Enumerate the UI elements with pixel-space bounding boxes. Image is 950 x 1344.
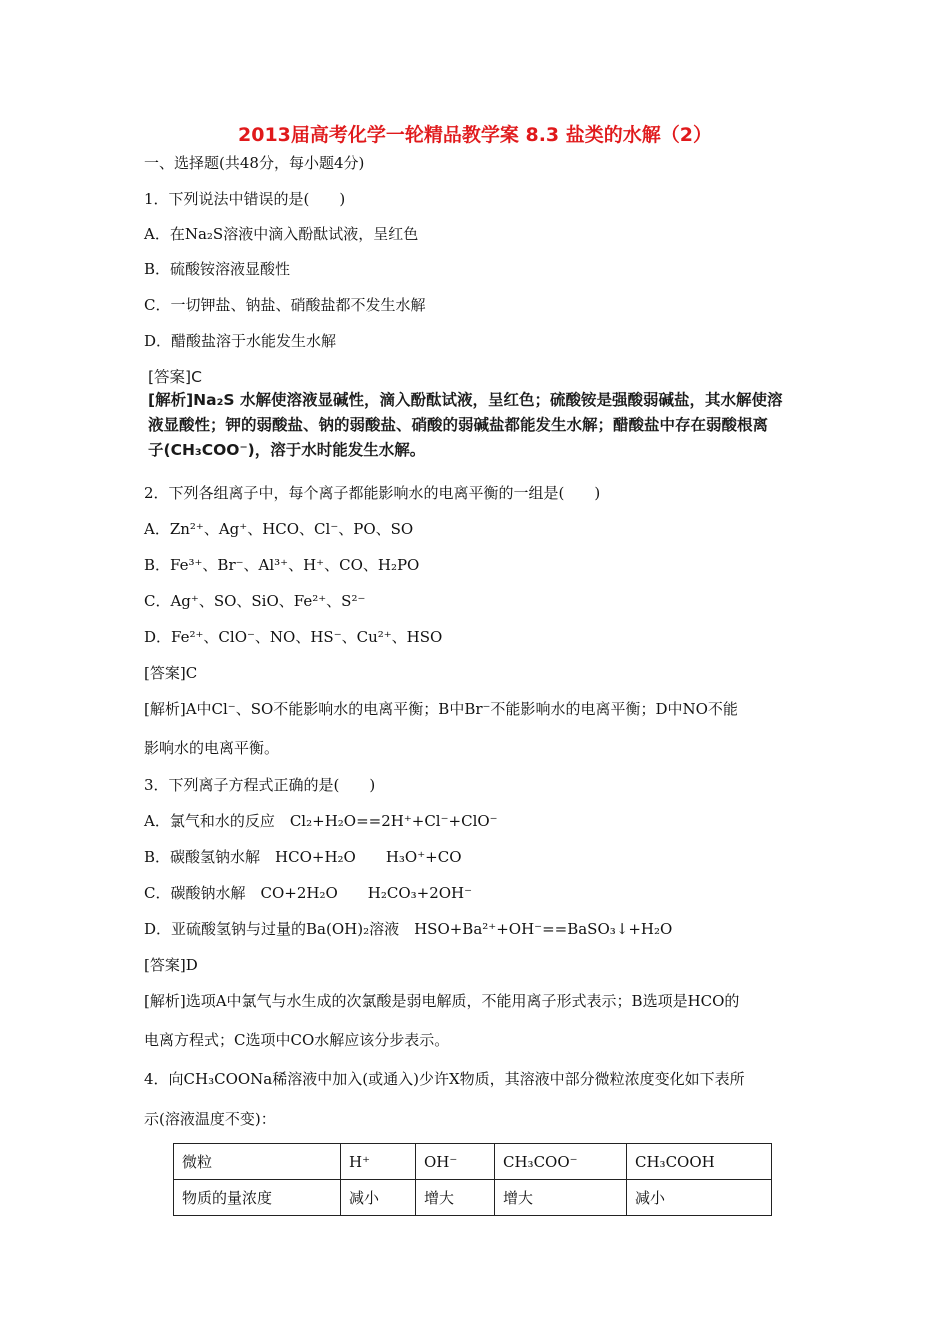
q4-data-table [173,1143,772,1216]
q2-answer: [答案]C [144,664,198,682]
q1-stem: 1．下列说法中错误的是( ) [144,190,346,208]
q3-analysis-line-1: [解析]选项A中氯气与水生成的次氯酸是弱电解质，不能用离子形式表示；B选项是HCO的 [144,992,740,1010]
q3-option-b: B．碳酸氢钠水解 HCO+H₂O H₃O⁺+CO [144,848,462,866]
q4-stem-line-2: 示(溶液温度不变)： [144,1110,276,1128]
table-cell: 增大 [495,1180,627,1216]
table-cell: 减小 [341,1180,416,1216]
q1-answer: [答案]C [148,368,202,386]
q3-stem: 3．下列离子方程式正确的是( ) [144,776,376,794]
q1-option-b: B．硫酸铵溶液显酸性 [144,260,291,278]
table-row [174,1180,772,1216]
q2-option-a: A．Zn²⁺、Ag⁺、HCO、Cl⁻、PO、SO [144,520,414,538]
q1-option-d: D．醋酸盐溶于水能发生水解 [144,332,337,350]
table-cell: 增大 [416,1180,495,1216]
q1-option-c: C．一切钾盐、钠盐、硝酸盐都不发生水解 [144,296,426,314]
q3-option-a: A．氯气和水的反应 Cl₂+H₂O==2H⁺+Cl⁻+ClO⁻ [144,812,498,830]
q2-option-c: C．Ag⁺、SO、SiO、Fe²⁺、S²⁻ [144,592,366,610]
document-title: 2013届高考化学一轮精品教学案 8.3 盐类的水解（2） [238,124,712,146]
table-header-cell: OH⁻ [416,1144,495,1180]
section-heading: 一、选择题(共48分，每小题4分) [144,154,365,172]
q2-analysis-line-1: [解析]A中Cl⁻、SO不能影响水的电离平衡；B中Br⁻不能影响水的电离平衡；D中NO不能 [144,700,738,718]
q3-analysis-line-2: 电离方程式；C选项中CO水解应该分步表示。 [144,1031,450,1049]
q3-option-d: D．亚硫酸氢钠与过量的Ba(OH)₂溶液 HSO+Ba²⁺+OH⁻==BaSO₃↓+H₂O [144,920,673,938]
table-cell: 减小 [627,1180,772,1216]
q3-option-c: C．碳酸钠水解 CO+2H₂O H₂CO₃+2OH⁻ [144,884,473,902]
table-header-cell: 微粒 [174,1144,341,1180]
table-cell: 物质的量浓度 [174,1180,341,1216]
q2-analysis-line-2: 影响水的电离平衡。 [144,739,280,757]
table-header-cell: CH₃COOH [627,1144,772,1180]
q2-option-d: D．Fe²⁺、ClO⁻、NO、HS⁻、Cu²⁺、HSO [144,628,443,646]
q1-analysis-line-2: 液显酸性；钾的弱酸盐、钠的弱酸盐、硝酸的弱碱盐都能发生水解；醋酸盐中存在弱酸根离 [148,416,769,434]
table-header-cell: CH₃COO⁻ [495,1144,627,1180]
q2-option-b: B．Fe³⁺、Br⁻、Al³⁺、H⁺、CO、H₂PO [144,556,420,574]
q1-analysis-line-1: [解析]Na₂S 水解使溶液显碱性，滴入酚酞试液，呈红色；硫酸铵是强酸弱碱盐，其水解使溶 [148,391,783,409]
table-header-row [174,1144,772,1180]
q2-stem: 2．下列各组离子中，每个离子都能影响水的电离平衡的一组是( ) [144,484,601,502]
table-header-cell: H⁺ [341,1144,416,1180]
q1-option-a: A．在Na₂S溶液中滴入酚酞试液，呈红色 [144,225,419,243]
q4-stem-line-1: 4．向CH₃COONa稀溶液中加入(或通入)少许X物质，其溶液中部分微粒浓度变化如下表所 [144,1070,745,1088]
q3-answer: [答案]D [144,956,198,974]
q1-analysis-line-3: 子(CH₃COO⁻)，溶于水时能发生水解。 [148,441,426,459]
